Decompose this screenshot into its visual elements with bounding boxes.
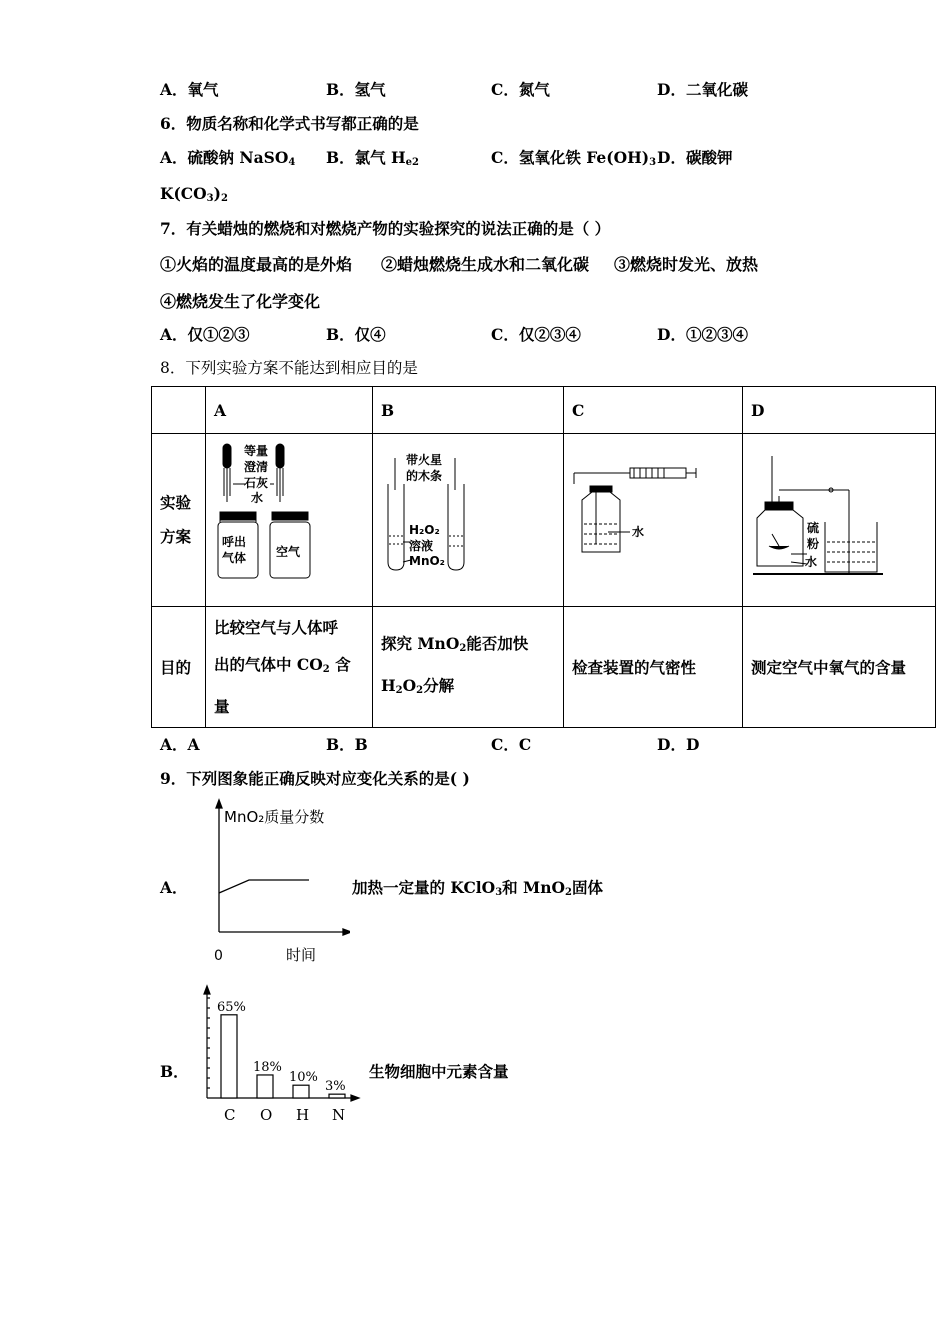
diagram-a [206, 434, 372, 606]
chart-b-category-label: H [296, 1106, 310, 1124]
q7-option-a: A．仅①②③ [160, 325, 250, 344]
diagram-b-label-h2o2: H₂O₂ [409, 523, 440, 537]
q8-stem: 8．下列实验方案不能达到相应目的是 [160, 359, 418, 377]
q8-option-c: C．C [491, 735, 532, 754]
q5-option-b: B．氢气 [326, 80, 386, 99]
q8-option-d: D．D [657, 735, 700, 754]
q6-option-a: A．硫酸钠 NaSO$_4$ [160, 148, 296, 168]
q9-stem: 9．下列图象能正确反映对应变化关系的是( ) [160, 769, 470, 788]
table-row-purpose [152, 607, 936, 728]
chart-b-value-label: 65% [217, 999, 246, 1015]
diagram-b-cell [373, 434, 564, 607]
q7-statement-1: ①火焰的温度最高的是外焰 [160, 255, 353, 274]
diagram-d-label-water: 水 [805, 555, 818, 569]
chart-b-value-label: 10% [289, 1070, 318, 1086]
q5-option-d: D．二氧化碳 [657, 80, 748, 99]
q6-stem: 6．物质名称和化学式书写都正确的是 [160, 114, 419, 133]
chart-b-bar-o [257, 1075, 273, 1098]
q9-option-b-desc: 生物细胞中元素含量 [369, 1062, 509, 1081]
q7-option-d: D．①②③④ [657, 325, 748, 344]
diagram-a-label-clear: 澄清 [244, 460, 269, 474]
chart-b-category-label: N [332, 1106, 346, 1124]
chart-b-bar-c [221, 1015, 237, 1098]
chart-a-series-line [219, 880, 309, 893]
diagram-a-label-water: 水 [251, 491, 264, 505]
table-header-a: A [206, 387, 373, 434]
table-header-b: B [373, 387, 564, 434]
chart-b-category-label: O [260, 1106, 273, 1124]
q8-option-b: B．B [326, 735, 368, 754]
purpose-a: 比较空气与人体呼 出的气体中 $CO_2$ 含 量 [206, 607, 373, 728]
diagram-b-label-solution: 溶液 [409, 539, 434, 553]
q7-statement-3: ③燃烧时发光、放热 [614, 255, 759, 274]
q9-option-b-label: B． [160, 1062, 189, 1081]
q7-stem: 7．有关蜡烛的燃烧和对燃烧产物的实验探究的说法正确的是（ ） [160, 219, 611, 238]
chart-a-origin-label: 0 [214, 948, 223, 964]
diagram-a-label-lime: 石灰 [244, 476, 269, 490]
q9-option-a-desc: 加热一定量的 KClO$_3$和 MnO$_2$固体 [352, 878, 603, 898]
q9-chart-b [195, 980, 370, 1130]
q5-option-c: C．氮气 [491, 80, 550, 99]
diagram-d [743, 434, 935, 606]
diagram-a-cell [206, 434, 373, 607]
purpose-d: 测定空气中氧气的含量 [743, 607, 936, 728]
q7-statement-4: ④燃烧发生了化学变化 [160, 292, 321, 311]
row-label-scheme: 实验 方案 [152, 434, 206, 607]
q7-option-b: B．仅④ [326, 325, 386, 344]
diagram-b-label-splint-1: 带火星 [406, 453, 443, 467]
diagram-b-label-mno2: MnO₂ [409, 554, 445, 568]
table-header-row [152, 387, 936, 434]
row-label-purpose: 目的 [152, 607, 206, 728]
chart-b-value-label: 18% [253, 1059, 282, 1075]
purpose-c: 检查装置的气密性 [564, 607, 743, 728]
q6-option-d: D．碳酸钾 [657, 148, 733, 167]
chart-b-bar-h [293, 1085, 309, 1098]
chart-b-bar-n [329, 1094, 345, 1098]
q6-option-d-formula: $K(CO_3)_2$ [160, 184, 228, 204]
diagram-c [564, 434, 742, 606]
table-row-scheme [152, 434, 936, 607]
diagram-c-cell [564, 434, 743, 607]
table-header-d: D [743, 387, 936, 434]
diagram-d-cell [743, 434, 936, 607]
chart-b-y-arrow [204, 986, 210, 994]
diagram-a-bottle2-label: 空气 [276, 545, 301, 559]
chart-a-x-arrow [343, 929, 350, 935]
purpose-b: 探究 MnO$_2$能否加快 $H_2O_2$分解 [373, 607, 564, 728]
table-header-c: C [564, 387, 743, 434]
chart-b-value-label: 3% [325, 1079, 346, 1095]
chart-a-y-arrow [216, 800, 222, 808]
q7-statement-2: ②蜡烛燃烧生成水和二氧化碳 [381, 255, 590, 274]
diagram-d-label-sulfur-2: 粉 [807, 537, 820, 551]
q7-option-c: C．仅②③④ [491, 325, 581, 344]
q8-experiment-table [151, 386, 936, 728]
q9-chart-a [200, 798, 350, 968]
diagram-c-label-water: 水 [632, 525, 645, 539]
q6-option-c: C．氢氧化铁 $Fe(OH)_3$ [491, 148, 657, 168]
chart-a-ylabel: MnO₂质量分数 [224, 808, 325, 826]
table-header-empty [152, 387, 206, 434]
q8-option-a: A．A [160, 735, 200, 754]
chart-b-category-label: C [224, 1106, 236, 1124]
q5-option-a: A．氧气 [160, 80, 219, 99]
q6-option-b: B．氯气 $H_{e2}$ [326, 148, 419, 168]
diagram-b-label-splint-2: 的木条 [406, 469, 443, 483]
diagram-b [373, 434, 563, 606]
chart-a-xlabel: 时间 [286, 946, 317, 964]
q9-option-a-label: A． [160, 878, 188, 897]
diagram-a-bottle1-label-1: 呼出 [222, 535, 247, 549]
diagram-a-bottle1-label-2: 气体 [222, 551, 247, 565]
diagram-a-label-equal: 等量 [244, 444, 269, 458]
chart-b-x-arrow [351, 1095, 359, 1101]
diagram-d-label-sulfur-1: 硫 [807, 521, 820, 535]
